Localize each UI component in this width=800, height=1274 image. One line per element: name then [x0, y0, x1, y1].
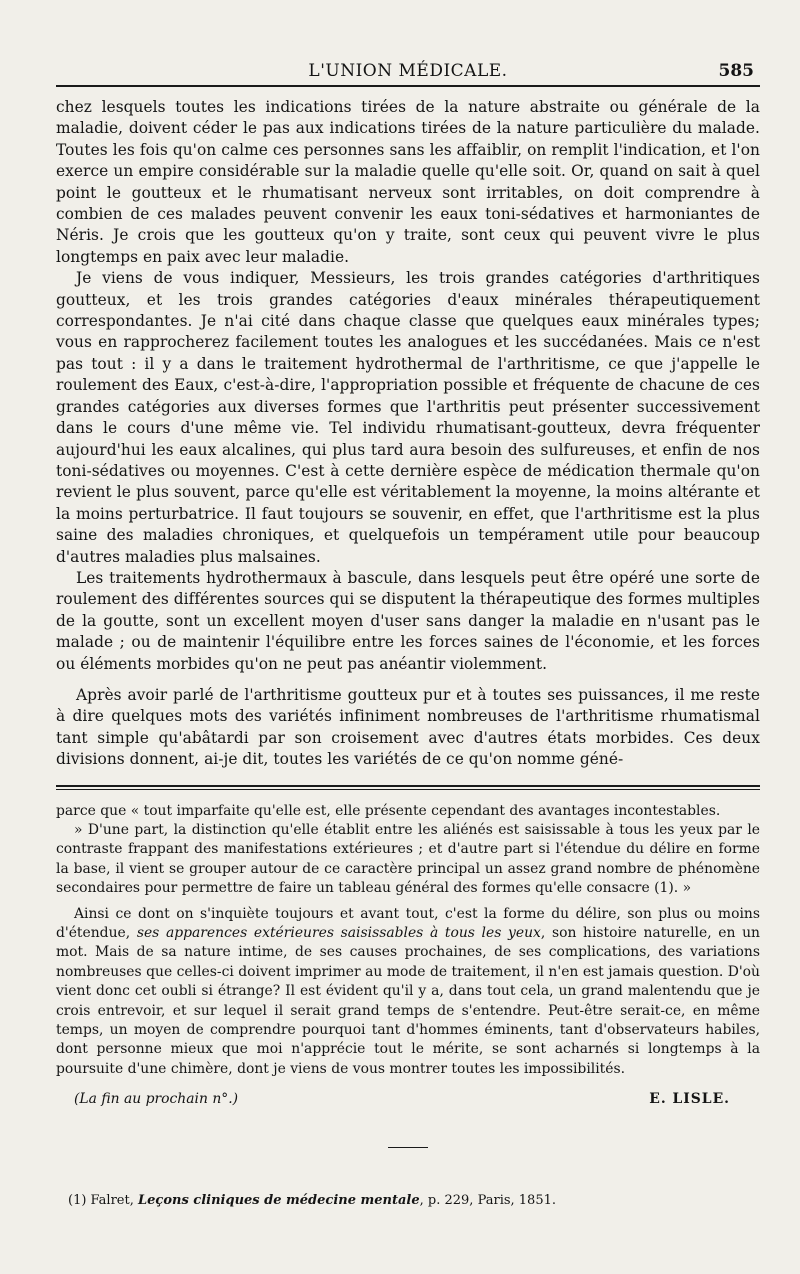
feuilleton-text	[56, 802, 760, 1112]
running-header	[56, 55, 760, 87]
footnote-title: Leçons cliniques de médecine mentale	[138, 1193, 420, 1209]
page-number: 585	[718, 61, 754, 81]
paragraph	[56, 905, 760, 1080]
paragraph: Je viens de vous indiquer, Messieurs, les trois grandes catégories d'arthritiques goutteux, et les trois grandes catégories d'eaux minérales thérapeutiquement correspondantes. Je n'ai cité dans chaque classe que quelques eaux minérales types; vous en rapprocherez facilement toutes les analogues et les succédanées. Mais ce n'est pas tout : il y a dans le traitement hydrothermal de l'arthritisme, ce que j'appelle le roulement des Eaux, c'est-à-dire, l'appropriation possible et fréquente de chacune de ces grandes catégories aux diverses formes que l'arthritis peut présenter successivement dans le cours d'une même vie. Tel individu rhumatisant-goutteux, devra fréquenter aujourd'hui les eaux alcalines, qui plus tard aura besoin des sulfureuses, et enfin de nos toni-sédatives ou moyennes. C'est à cette dernière espèce de médication thermale qu'on revient le plus souvent, parce qu'elle est véritablement la moyenne, la moins altérante et la moins perturbatrice. Il faut toujours se souvenir, en effet, que l'arthritisme est la plus saine des maladies chroniques, et quelquefois un tempérament utile pour beaucoup d'autres maladies plus malsaines.	[56, 269, 760, 566]
author-signature: E. LISLE.	[649, 1091, 730, 1108]
paragraph: chez lesquels toutes les indications tirées de la nature abstraite ou générale de la maladie, doivent céder le pas aux indications tirées de la nature particulière du malade. Toutes les fois qu'on calme ces personnes sans les affaiblir, on remplit l'indication, et l'on exerce un empire considérable sur la maladie quelle qu'elle soit. Or, quand on sait à quel point le goutteux et le rhumatisant nerveux sont irritables, on doit comprendre à combien de ces malades peuvent convenir les eaux toni-sédatives et harmoniantes de Néris. Je crois que les goutteux qu'on y traite, sont ceux qui peuvent vivre le plus longtemps en paix avec leur maladie.	[56, 98, 760, 266]
section-divider	[56, 785, 760, 790]
footnote	[56, 1192, 760, 1210]
paragraph: Les traitements hydrothermaux à bascule, dans lesquels peut être opéré une sorte de roulement des différentes sources qui se disputent la thérapeutique des formes multiples de la goutte, sont un excellent moyen d'user sans danger la maladie en n'usant pas le malade ; ou de maintenir l'équilibre entre les forces saines de l'économie, et les forces ou éléments morbides qu'on ne peut pas anéantir violemment.	[56, 568, 760, 673]
paragraph: parce que « tout imparfaite qu'elle est, elle présente cependant des avantages incontestables.	[56, 802, 721, 819]
text-segment: Ainsi ce dont on s'inquiète toujours et avant tout, c'est la forme du délire, son plus ou moins d'étendue,	[56, 905, 760, 942]
footnote-rest: , p. 229, Paris, 1851.	[419, 1193, 557, 1209]
main-article-text	[56, 97, 760, 771]
text-segment: , son histoire naturelle, en un mot. Mais de sa nature intime, de ses causes prochaines, de ses complications, des variations nombreuses que celles-ci doivent imprimer au mode de traitement, il n'en est jamais question. D'où vient donc cet oubli si étrange? Il est évident qu'il y a, dans tout cela, un grand malentendu que je crois entrevoir, et sur lequel il serait grand temps de s'entendre. Peut-être serait-ce, en même temps, un moyen de comprendre pourquoi tant d'hommes éminents, tant d'observateurs habiles, dont personne mieux que moi n'apprécie tout le mérite, se sont acharnés si longtemps à la poursuite d'une chimère, dont je viens de vous montrer toutes les impossibilités.	[56, 925, 760, 1077]
paragraph: » D'une part, la distinction qu'elle établit entre les aliénés est saisissable à tous les yeux par le contraste frappant des manifestations extérieures ; et d'autre part si l'étendue du délire en forme la base, il vient se grouper autour de ce caractère principal un assez grand nombre de phénomène secondaires pour permettre de faire un tableau général des formes qu'elle consacre (1). »	[56, 822, 760, 897]
signature-row	[56, 1091, 760, 1111]
journal-title: L'UNION MÉDICALE.	[308, 61, 508, 81]
italic-text-segment: ses apparences extérieures saisissables à tous les yeux	[136, 925, 541, 942]
short-rule	[388, 1147, 428, 1148]
footnote-marker: (1) Falret,	[68, 1193, 138, 1209]
paragraph: Après avoir parlé de l'arthritisme goutteux pur et à toutes ses puissances, il me reste à dire quelques mots des variétés infiniment nombreuses de l'arthritisme rhumatismal tant simple qu'abâtardi par son croisement avec d'autres états morbides. Ces deux divisions donnent, ai-je dit, toutes les variétés de ce qu'on nomme géné-	[56, 685, 760, 769]
continuation-note: (La fin au prochain n°.)	[74, 1091, 239, 1108]
